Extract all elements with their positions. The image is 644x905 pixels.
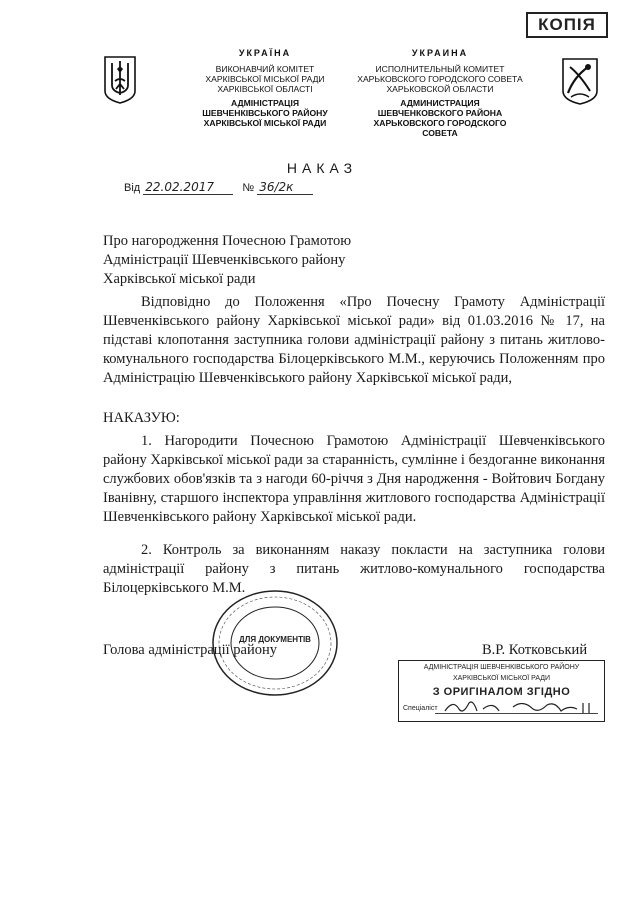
copy-stamp-line3: З ОРИГІНАЛОМ ЗГІДНО <box>432 686 571 698</box>
header-ua-admin-line: ХАРКІВСЬКОЇ МІСЬКОЇ РАДИ <box>203 118 327 128</box>
signatory-name: В.Р. Котковський <box>482 642 588 658</box>
header-russian <box>355 48 525 138</box>
header-ru-admin-line: ШЕВЧЕНКОВСКОГО РАЙОНА <box>377 108 503 118</box>
subject-block <box>103 232 423 289</box>
header-ru-admin-line: АДМИНИСТРАЦИЯ <box>400 98 480 108</box>
header-ua-admin-line: АДМІНІСТРАЦІЯ <box>230 98 300 108</box>
document-title: НАКАЗ <box>286 160 358 176</box>
order-item-2: 2. Контроль за виконанням наказу покласти на заступника голови адміністрації району з питань житлово-комунального господарства Білоцерківського М.М. <box>103 542 605 596</box>
copy-stamp-label: КОПІЯ <box>526 12 608 38</box>
header-ru-org-line: ХАРЬКОВСКОГО ГОРОДСКОГО СОВЕТА <box>357 74 523 84</box>
order-word: НАКАЗУЮ: <box>103 410 180 426</box>
number-prefix: № <box>242 182 255 194</box>
header-ru-org-line: ХАРЬКОВСКОЙ ОБЛАСТИ <box>386 84 494 94</box>
header-ua-admin-line: ШЕВЧЕНКІВСЬКОГО РАЙОНУ <box>202 108 328 118</box>
date-value: 22.02.2017 <box>143 180 233 195</box>
round-seal-stamp <box>210 588 340 698</box>
header-ua-org-line: ХАРКІВСЬКОЇ МІСЬКОЇ РАДИ <box>205 74 325 84</box>
header-ua-org-line: ХАРКІВСЬКОЇ ОБЛАСТІ <box>217 84 313 94</box>
number-value: 36/2к <box>257 180 313 195</box>
header-ua-org-line: ВИКОНАВЧИЙ КОМІТЕТ <box>215 64 315 74</box>
copy-stamp-line4: Спеціаліст <box>403 705 438 712</box>
order-item-1: 1. Нагородити Почесною Грамотою Адміністрації Шевченківського району Харківської міської ради за старанність, сумлінне і бездоганне виконання службових обов'язків та з нагоди 60-річчя з Дня народження - Войтович Богдану Іванівну, старшого інспектора управління житлового господарства Адміністрації Шевченківського району Харківської міської ради. <box>103 433 605 525</box>
header-ru-org-line: ИСПОЛНИТЕЛЬНЫЙ КОМИТЕТ <box>375 64 505 74</box>
copy-stamp-line2: ХАРКІВСЬКОЇ МІСЬКОЇ РАДИ <box>452 675 551 682</box>
header-ru-country: УКРАИНА <box>411 48 469 58</box>
date-number-line <box>124 180 313 195</box>
copy-certification-stamp <box>398 660 605 722</box>
round-seal-center-text: ДЛЯ ДОКУМЕНТІВ <box>239 635 311 644</box>
header-ua-country: УКРАЇНА <box>238 48 292 58</box>
copy-stamp-line1: АДМІНІСТРАЦІЯ ШЕВЧЕНКІВСЬКОГО РАЙОНУ <box>423 664 580 671</box>
date-prefix: Від <box>124 182 141 194</box>
header-ukrainian <box>190 48 340 128</box>
subject-line: Адміністрації Шевченківського району <box>103 252 346 268</box>
subject-line: Харківської міської ради <box>103 271 256 287</box>
subject-line: Про нагородження Почесною Грамотою <box>103 233 352 249</box>
ukraine-trident-emblem-icon <box>102 55 138 105</box>
signatory-title: Голова адміністрації району <box>103 642 277 658</box>
handwritten-signature-icon <box>443 697 593 717</box>
kharkiv-city-emblem-icon <box>560 57 600 105</box>
header-ru-admin-line: ХАРЬКОВСКОГО ГОРОДСКОГО СОВЕТА <box>373 118 507 138</box>
intro-paragraph: Відповідно до Положення «Про Почесну Грамоту Адміністрації Шевченківського району Харківської міської ради» від 01.03.2016 № 17, на підставі клопотання заступника голови адміністрації району з питань житлово-комунального господарства Білоцерківського М.М., керуючись Положенням про Адміністрацію Шевченківського району Харківської міської ради, <box>103 294 605 386</box>
